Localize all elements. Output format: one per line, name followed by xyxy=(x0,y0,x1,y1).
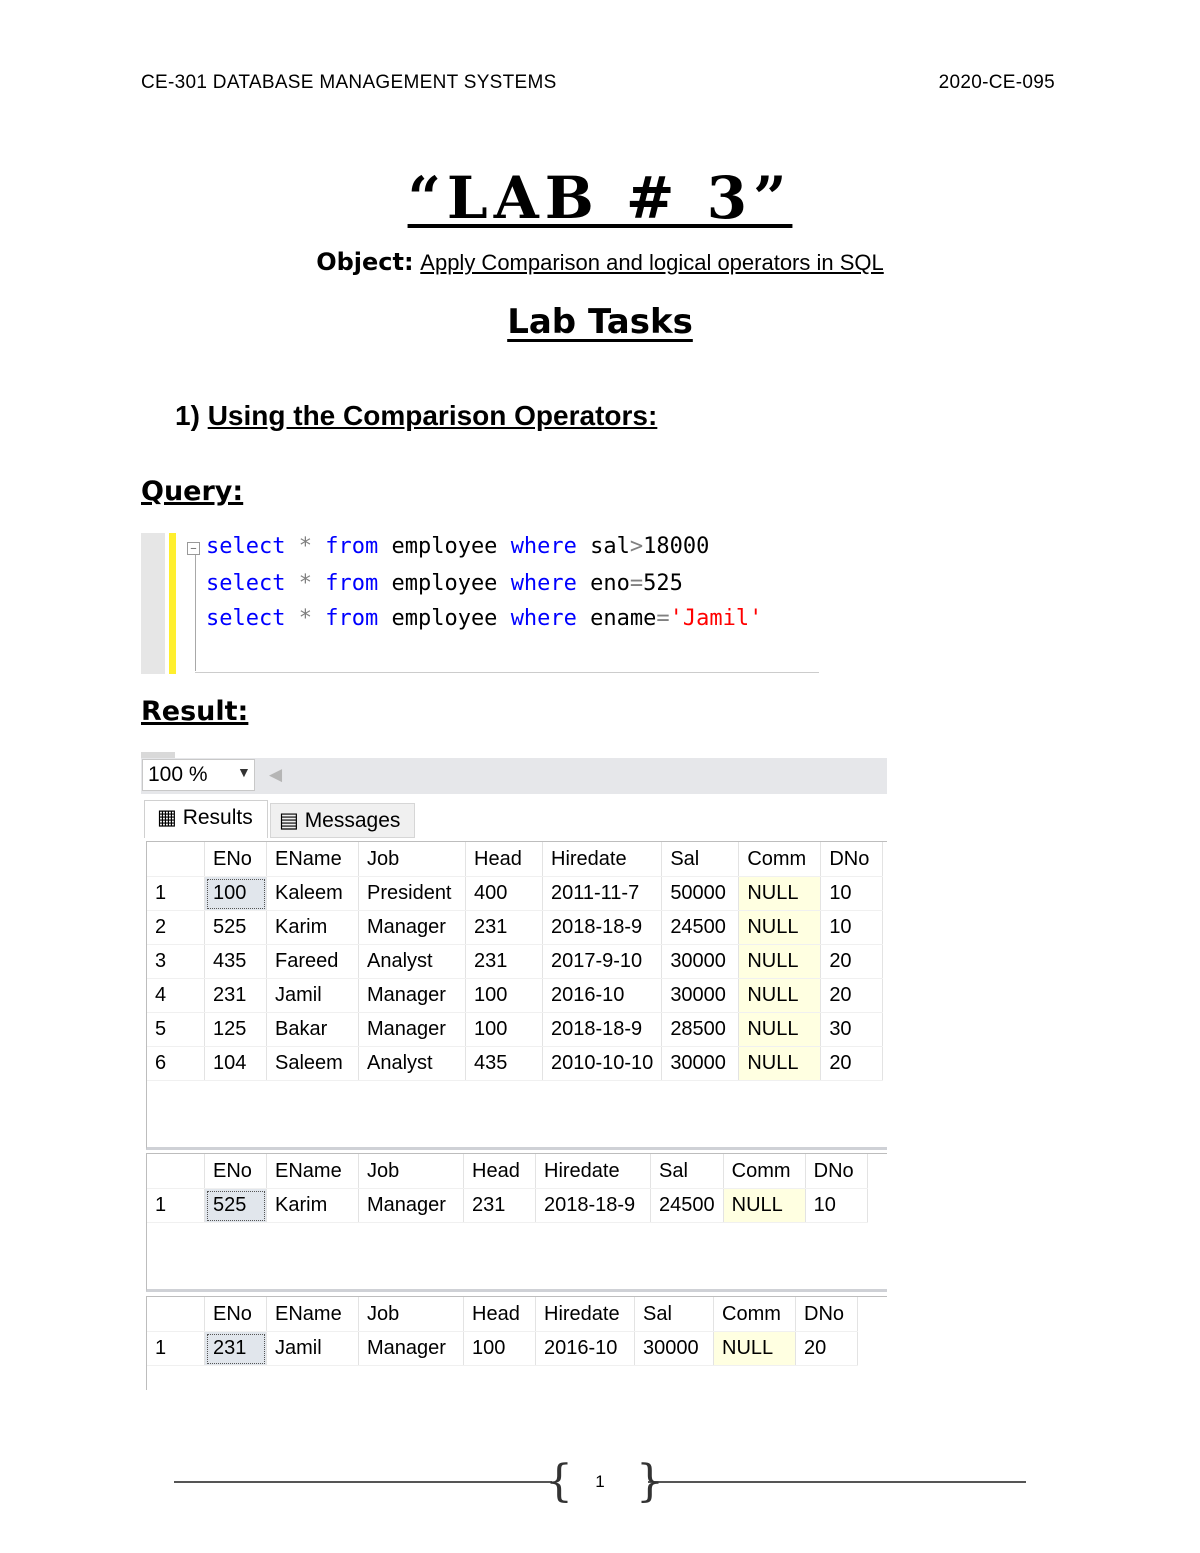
table-cell[interactable]: President xyxy=(359,877,466,911)
table-cell[interactable]: 2018-18-9 xyxy=(543,1013,662,1047)
query-line-1[interactable]: select * from employee where sal>18000 xyxy=(206,534,710,559)
table-cell[interactable]: 2016-10 xyxy=(536,1332,635,1366)
header-row xyxy=(147,1154,867,1189)
table-cell[interactable]: Jamil xyxy=(267,979,359,1013)
column-header[interactable]: EName xyxy=(267,842,359,877)
table-cell[interactable]: NULL xyxy=(739,945,821,979)
table-cell[interactable]: 100 xyxy=(464,1332,536,1366)
table-cell[interactable]: Bakar xyxy=(267,1013,359,1047)
messages-icon: ▤ xyxy=(279,809,299,832)
table-row[interactable] xyxy=(147,1189,867,1223)
table-cell[interactable]: 30000 xyxy=(662,1047,739,1081)
table-cell[interactable]: NULL xyxy=(714,1332,796,1366)
table-cell[interactable]: 100 xyxy=(466,1013,543,1047)
table-cell[interactable]: 10 xyxy=(821,911,883,945)
table-cell[interactable]: NULL xyxy=(739,877,821,911)
table-cell[interactable]: 30000 xyxy=(662,945,739,979)
zoom-value: 100 % xyxy=(148,763,208,786)
table-cell[interactable]: Manager xyxy=(359,1332,464,1366)
page-number: 1 xyxy=(595,1472,605,1491)
column-header[interactable]: Job xyxy=(359,1154,464,1189)
header-row xyxy=(147,842,883,877)
query-line-3[interactable]: select * from employee where ename='Jamil' xyxy=(206,606,763,631)
table-cell[interactable]: Karim xyxy=(267,1189,359,1223)
column-header[interactable]: Head xyxy=(466,842,543,877)
sql-editor[interactable] xyxy=(141,533,819,674)
table-cell[interactable]: 400 xyxy=(466,877,543,911)
column-header[interactable]: DNo xyxy=(821,842,883,877)
table-cell[interactable]: 10 xyxy=(821,877,883,911)
table-cell[interactable]: 100 xyxy=(466,979,543,1013)
column-header[interactable]: Job xyxy=(359,1297,464,1332)
tab-results[interactable]: ▦ Results xyxy=(144,800,268,838)
column-header[interactable]: Hiredate xyxy=(536,1154,651,1189)
table-cell[interactable]: Jamil xyxy=(267,1332,359,1366)
table-cell[interactable]: 231 xyxy=(464,1189,536,1223)
result-label: Result: xyxy=(141,696,249,727)
table-cell[interactable]: 20 xyxy=(796,1332,858,1366)
table-cell[interactable]: 2017-9-10 xyxy=(543,945,662,979)
collapse-icon[interactable]: − xyxy=(187,542,200,555)
column-header[interactable]: EName xyxy=(267,1297,359,1332)
row-number[interactable]: 1 xyxy=(147,877,205,911)
column-header[interactable]: Head xyxy=(464,1297,536,1332)
table-cell[interactable]: Fareed xyxy=(267,945,359,979)
object-label: Object: xyxy=(316,248,414,276)
table-cell[interactable]: 231 xyxy=(466,945,543,979)
results-panel xyxy=(141,752,887,1390)
object-line xyxy=(0,248,1200,277)
section-heading xyxy=(175,400,657,432)
row-number[interactable]: 3 xyxy=(147,945,205,979)
table-row[interactable] xyxy=(147,1013,883,1047)
table-cell[interactable]: NULL xyxy=(723,1189,805,1223)
table-cell[interactable]: 525 xyxy=(205,1189,267,1223)
header-course: CE-301 DATABASE MANAGEMENT SYSTEMS xyxy=(141,72,557,93)
row-number[interactable]: 6 xyxy=(147,1047,205,1081)
table-cell[interactable]: 435 xyxy=(466,1047,543,1081)
table-cell[interactable]: 20 xyxy=(821,1047,883,1081)
changed-lines-marker xyxy=(169,533,176,674)
table-cell[interactable]: 28500 xyxy=(662,1013,739,1047)
footer-rule-right xyxy=(648,1481,1026,1483)
column-header[interactable]: DNo xyxy=(796,1297,858,1332)
column-header[interactable]: Sal xyxy=(662,842,739,877)
result-grid-3 xyxy=(146,1296,887,1390)
table-cell[interactable]: 2010-10-10 xyxy=(543,1047,662,1081)
editor-bottom-border xyxy=(195,672,819,673)
results-tabs xyxy=(141,794,887,840)
result-table-1 xyxy=(147,842,883,1081)
table-cell[interactable]: Manager xyxy=(359,911,466,945)
table-cell[interactable]: 100 xyxy=(205,877,267,911)
lab-tasks-heading: Lab Tasks xyxy=(507,302,693,342)
table-cell[interactable]: 525 xyxy=(205,911,267,945)
row-number-header[interactable] xyxy=(147,1297,205,1332)
scroll-left-icon[interactable]: ◀ xyxy=(269,765,283,784)
tab-messages[interactable]: ▤ Messages xyxy=(270,803,415,838)
column-header[interactable]: Sal xyxy=(651,1154,724,1189)
table-cell[interactable]: 231 xyxy=(205,979,267,1013)
table-cell[interactable]: 24500 xyxy=(662,911,739,945)
column-header[interactable]: ENo xyxy=(205,1297,267,1332)
query-label: Query: xyxy=(141,476,244,507)
table-cell[interactable]: Karim xyxy=(267,911,359,945)
table-cell[interactable]: Manager xyxy=(359,1013,466,1047)
table-cell[interactable]: 231 xyxy=(466,911,543,945)
table-cell[interactable]: 24500 xyxy=(651,1189,724,1223)
row-number[interactable]: 4 xyxy=(147,979,205,1013)
column-header[interactable]: EName xyxy=(267,1154,359,1189)
column-header[interactable]: Comm xyxy=(739,842,821,877)
column-header[interactable]: Comm xyxy=(714,1297,796,1332)
object-text: Apply Comparison and logical operators in SQL xyxy=(420,250,884,275)
column-header[interactable]: Head xyxy=(464,1154,536,1189)
table-cell[interactable]: NULL xyxy=(739,979,821,1013)
header-row xyxy=(147,1297,858,1332)
table-cell[interactable]: Saleem xyxy=(267,1047,359,1081)
result-table-2 xyxy=(147,1154,868,1223)
section-number: 1) xyxy=(175,400,200,431)
result-grid-2 xyxy=(146,1153,887,1292)
table-row[interactable] xyxy=(147,1332,858,1366)
table-cell[interactable]: Analyst xyxy=(359,945,466,979)
result-grid-1 xyxy=(146,841,887,1150)
header-roll-number: 2020-CE-095 xyxy=(938,72,1055,93)
row-number[interactable]: 1 xyxy=(147,1332,205,1366)
table-cell[interactable]: 231 xyxy=(205,1332,267,1366)
table-cell[interactable]: 125 xyxy=(205,1013,267,1047)
row-number-header[interactable] xyxy=(147,842,205,877)
editor-gutter xyxy=(141,533,165,674)
table-row[interactable] xyxy=(147,979,883,1013)
dropdown-arrow-icon[interactable]: ▼ xyxy=(237,764,251,780)
grid-icon: ▦ xyxy=(157,806,177,829)
row-number-header[interactable] xyxy=(147,1154,205,1189)
results-toolbar xyxy=(141,758,887,794)
table-cell[interactable]: 20 xyxy=(821,979,883,1013)
column-header[interactable]: Sal xyxy=(635,1297,714,1332)
table-cell[interactable]: NULL xyxy=(739,1013,821,1047)
table-cell[interactable]: 104 xyxy=(205,1047,267,1081)
left-brace-icon: { xyxy=(545,1456,573,1507)
table-cell[interactable]: Manager xyxy=(359,979,466,1013)
section-title: Using the Comparison Operators: xyxy=(207,400,658,431)
table-row[interactable] xyxy=(147,945,883,979)
result-table-3 xyxy=(147,1297,858,1366)
column-header[interactable]: Job xyxy=(359,842,466,877)
table-row[interactable] xyxy=(147,1047,883,1081)
lab-title: “LAB # 3” xyxy=(407,164,793,232)
query-line-2[interactable]: select * from employee where eno=525 xyxy=(206,571,683,596)
column-header[interactable]: Hiredate xyxy=(536,1297,635,1332)
table-cell[interactable]: Analyst xyxy=(359,1047,466,1081)
table-cell[interactable]: 30 xyxy=(821,1013,883,1047)
table-cell[interactable]: 50000 xyxy=(662,877,739,911)
table-cell[interactable]: 2018-18-9 xyxy=(536,1189,651,1223)
table-cell[interactable]: NULL xyxy=(739,1047,821,1081)
table-cell[interactable]: 435 xyxy=(205,945,267,979)
table-cell[interactable]: 2018-18-9 xyxy=(543,911,662,945)
column-header[interactable]: Hiredate xyxy=(543,842,662,877)
row-number[interactable]: 2 xyxy=(147,911,205,945)
table-row[interactable] xyxy=(147,911,883,945)
table-cell[interactable]: 20 xyxy=(821,945,883,979)
outline-line xyxy=(195,555,196,671)
table-cell[interactable]: 30000 xyxy=(662,979,739,1013)
table-cell[interactable]: Manager xyxy=(359,1189,464,1223)
table-cell[interactable]: 30000 xyxy=(635,1332,714,1366)
column-header[interactable]: DNo xyxy=(805,1154,867,1189)
footer-rule-left xyxy=(174,1481,552,1483)
table-cell[interactable]: 2016-10 xyxy=(543,979,662,1013)
table-cell[interactable]: 2011-11-7 xyxy=(543,877,662,911)
table-cell[interactable]: NULL xyxy=(739,911,821,945)
right-brace-icon: } xyxy=(636,1456,664,1507)
column-header[interactable]: Comm xyxy=(723,1154,805,1189)
column-header[interactable]: ENo xyxy=(205,842,267,877)
column-header[interactable]: ENo xyxy=(205,1154,267,1189)
table-row[interactable] xyxy=(147,877,883,911)
table-cell[interactable]: Kaleem xyxy=(267,877,359,911)
table-cell[interactable]: 10 xyxy=(805,1189,867,1223)
row-number[interactable]: 5 xyxy=(147,1013,205,1047)
row-number[interactable]: 1 xyxy=(147,1189,205,1223)
